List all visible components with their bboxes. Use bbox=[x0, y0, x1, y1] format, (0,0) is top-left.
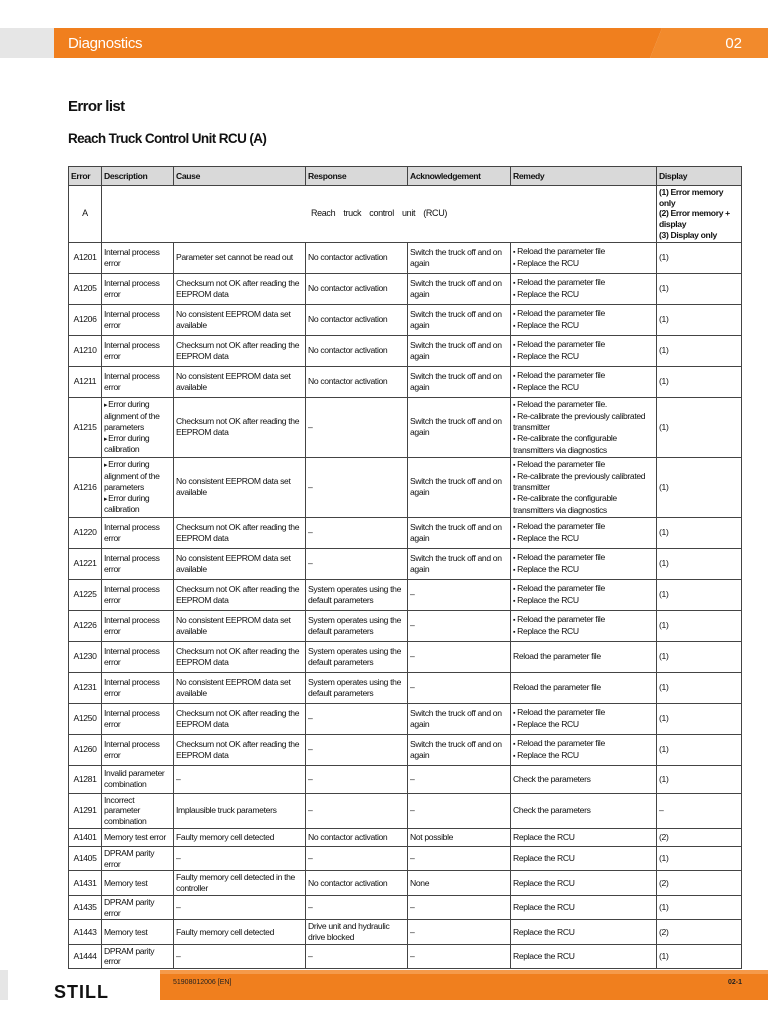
remedy-item: ▪ Replace the RCU bbox=[513, 564, 654, 576]
acknowledgement-cell: Switch the truck off and on again bbox=[408, 335, 511, 366]
column-header-display: Display bbox=[657, 167, 742, 186]
response-cell: No contactor activation bbox=[306, 242, 408, 273]
remedy-item: ▪ Reload the parameter file. bbox=[513, 399, 654, 411]
description-cell bbox=[102, 457, 174, 517]
remedy-cell bbox=[511, 734, 657, 765]
cause-cell: Implausible truck parameters bbox=[174, 793, 306, 828]
header-title: Diagnostics bbox=[68, 35, 143, 52]
error-code: A1210 bbox=[69, 335, 102, 366]
display-cell: (1) bbox=[657, 273, 742, 304]
acknowledgement-cell: Switch the truck off and on again bbox=[408, 548, 511, 579]
error-code: A1250 bbox=[69, 703, 102, 734]
response-cell: – bbox=[306, 397, 408, 457]
description-item: Internal process error bbox=[104, 552, 160, 574]
description-item: Internal process error bbox=[104, 308, 160, 330]
acknowledgement-cell: – bbox=[408, 765, 511, 793]
description-cell bbox=[102, 672, 174, 703]
remedy-item: ▪ Reload the parameter file bbox=[513, 583, 654, 595]
table-row bbox=[69, 846, 742, 870]
acknowledgement-cell: – bbox=[408, 641, 511, 672]
error-code: A1401 bbox=[69, 828, 102, 846]
cause-cell: Checksum not OK after reading the EEPROM data bbox=[174, 579, 306, 610]
response-cell: – bbox=[306, 895, 408, 919]
description-cell bbox=[102, 765, 174, 793]
error-code: A1211 bbox=[69, 366, 102, 397]
footer-band bbox=[0, 970, 768, 1000]
description-item: Internal process error bbox=[104, 370, 160, 392]
remedy-item: ▪ Replace the RCU bbox=[513, 626, 654, 638]
response-cell: No contactor activation bbox=[306, 304, 408, 335]
remedy-cell: Replace the RCU bbox=[511, 871, 657, 895]
table-row bbox=[69, 920, 742, 944]
display-cell: (1) bbox=[657, 548, 742, 579]
description-item: Internal process error bbox=[104, 676, 160, 698]
remedy-cell: Check the parameters bbox=[511, 765, 657, 793]
remedy-cell: Check the parameters bbox=[511, 793, 657, 828]
display-cell: (1) bbox=[657, 734, 742, 765]
remedy-item: ▪ Reload the parameter file bbox=[513, 614, 654, 626]
remedy-cell bbox=[511, 304, 657, 335]
cause-cell: No consistent EEPROM data set available bbox=[174, 548, 306, 579]
cause-cell: Checksum not OK after reading the EEPROM data bbox=[174, 734, 306, 765]
display-cell: (1) bbox=[657, 335, 742, 366]
acknowledgement-cell: – bbox=[408, 944, 511, 968]
display-cell: (1) bbox=[657, 242, 742, 273]
remedy-cell bbox=[511, 579, 657, 610]
remedy-item: ▪ Reload the parameter file bbox=[513, 308, 654, 320]
acknowledgement-cell: – bbox=[408, 846, 511, 870]
remedy-item: ▪ Re-calibrate the configurable transmitters via diagnostics bbox=[513, 433, 654, 455]
remedy-item: ▪ Reload the parameter file bbox=[513, 552, 654, 564]
cause-cell: Checksum not OK after reading the EEPROM data bbox=[174, 335, 306, 366]
table-row bbox=[69, 672, 742, 703]
remedy-item: ▪ Reload the parameter file bbox=[513, 370, 654, 382]
description-cell bbox=[102, 335, 174, 366]
acknowledgement-cell: Switch the truck off and on again bbox=[408, 457, 511, 517]
display-cell: (1) bbox=[657, 641, 742, 672]
description-cell bbox=[102, 828, 174, 846]
description-item: Internal process error bbox=[104, 738, 160, 760]
acknowledgement-cell: – bbox=[408, 672, 511, 703]
remedy-item: ▪ Replace the RCU bbox=[513, 382, 654, 394]
description-item: ▸ Error during calibration bbox=[104, 493, 171, 515]
description-cell bbox=[102, 366, 174, 397]
description-item: Internal process error bbox=[104, 583, 160, 605]
remedy-item: ▪ Reload the parameter file bbox=[513, 246, 654, 258]
description-item: DPRAM parity error bbox=[104, 896, 155, 918]
table-row bbox=[69, 895, 742, 919]
error-code: A1206 bbox=[69, 304, 102, 335]
description-cell bbox=[102, 397, 174, 457]
remedy-item: ▪ Reload the parameter file bbox=[513, 707, 654, 719]
table-row bbox=[69, 765, 742, 793]
error-code: A1431 bbox=[69, 871, 102, 895]
acknowledgement-cell: Switch the truck off and on again bbox=[408, 242, 511, 273]
remedy-cell bbox=[511, 273, 657, 304]
error-code: A1444 bbox=[69, 944, 102, 968]
remedy-item: ▪ Re-calibrate the previously calibrated transmitter bbox=[513, 471, 654, 493]
response-cell: Drive unit and hydraulic drive blocked bbox=[306, 920, 408, 944]
remedy-cell bbox=[511, 548, 657, 579]
acknowledgement-cell: Switch the truck off and on again bbox=[408, 304, 511, 335]
remedy-item: ▪ Reload the parameter file bbox=[513, 459, 654, 471]
page-number: 02-1 bbox=[727, 979, 742, 986]
section-title: Error list bbox=[68, 98, 125, 115]
cause-cell: Checksum not OK after reading the EEPROM data bbox=[174, 273, 306, 304]
table-row bbox=[69, 548, 742, 579]
table-row bbox=[69, 793, 742, 828]
response-cell: No contactor activation bbox=[306, 335, 408, 366]
table-row bbox=[69, 703, 742, 734]
description-item: Memory test bbox=[104, 926, 148, 937]
remedy-cell: Reload the parameter file bbox=[511, 672, 657, 703]
description-cell bbox=[102, 920, 174, 944]
description-cell bbox=[102, 734, 174, 765]
response-cell: No contactor activation bbox=[306, 273, 408, 304]
acknowledgement-cell: – bbox=[408, 920, 511, 944]
acknowledgement-cell: – bbox=[408, 610, 511, 641]
description-item: ▸ Error during alignment of the parameters bbox=[104, 459, 171, 492]
remedy-cell bbox=[511, 242, 657, 273]
description-cell bbox=[102, 273, 174, 304]
error-code: A1215 bbox=[69, 397, 102, 457]
error-code: A1220 bbox=[69, 517, 102, 548]
cause-cell: No consistent EEPROM data set available bbox=[174, 366, 306, 397]
remedy-item: ▪ Reload the parameter file bbox=[513, 738, 654, 750]
remedy-cell bbox=[511, 397, 657, 457]
cause-cell: No consistent EEPROM data set available bbox=[174, 457, 306, 517]
remedy-cell: Replace the RCU bbox=[511, 846, 657, 870]
description-cell bbox=[102, 517, 174, 548]
response-cell: – bbox=[306, 703, 408, 734]
response-cell: – bbox=[306, 734, 408, 765]
cause-cell: No consistent EEPROM data set available bbox=[174, 672, 306, 703]
error-code: A1281 bbox=[69, 765, 102, 793]
legend-item: (1) Error memory only bbox=[659, 187, 724, 208]
acknowledgement-cell: Switch the truck off and on again bbox=[408, 703, 511, 734]
table-header-row bbox=[69, 167, 742, 186]
display-cell: (1) bbox=[657, 579, 742, 610]
description-item: Internal process error bbox=[104, 707, 160, 729]
display-cell: (1) bbox=[657, 397, 742, 457]
description-item: Internal process error bbox=[104, 277, 160, 299]
display-cell: (1) bbox=[657, 610, 742, 641]
acknowledgement-cell: Switch the truck off and on again bbox=[408, 366, 511, 397]
description-cell bbox=[102, 703, 174, 734]
column-header-response: Response bbox=[306, 167, 408, 186]
remedy-cell: Replace the RCU bbox=[511, 920, 657, 944]
table-row bbox=[69, 273, 742, 304]
display-cell: (1) bbox=[657, 457, 742, 517]
table-row bbox=[69, 828, 742, 846]
table-row bbox=[69, 457, 742, 517]
error-code: A1405 bbox=[69, 846, 102, 870]
table-row bbox=[69, 944, 742, 968]
response-cell: System operates using the default parameters bbox=[306, 610, 408, 641]
error-code: A1225 bbox=[69, 579, 102, 610]
table-row bbox=[69, 641, 742, 672]
error-code: A1443 bbox=[69, 920, 102, 944]
remedy-cell bbox=[511, 610, 657, 641]
remedy-cell: Reload the parameter file bbox=[511, 641, 657, 672]
remedy-item: ▪ Replace the RCU bbox=[513, 533, 654, 545]
acknowledgement-cell: Switch the truck off and on again bbox=[408, 273, 511, 304]
response-cell: – bbox=[306, 846, 408, 870]
response-cell: System operates using the default parameters bbox=[306, 641, 408, 672]
cause-cell: Checksum not OK after reading the EEPROM data bbox=[174, 641, 306, 672]
description-cell bbox=[102, 579, 174, 610]
legend-item: (3) Display only bbox=[659, 229, 717, 240]
display-cell: (1) bbox=[657, 517, 742, 548]
description-item: Invalid parameter combination bbox=[104, 768, 165, 790]
remedy-cell bbox=[511, 457, 657, 517]
description-cell bbox=[102, 895, 174, 919]
remedy-item: ▪ Replace the RCU bbox=[513, 289, 654, 301]
display-cell: (1) bbox=[657, 944, 742, 968]
column-header-cause: Cause bbox=[174, 167, 306, 186]
cause-cell: – bbox=[174, 765, 306, 793]
table-row bbox=[69, 734, 742, 765]
remedy-cell bbox=[511, 366, 657, 397]
description-item: Internal process error bbox=[104, 246, 160, 268]
response-cell: – bbox=[306, 517, 408, 548]
description-item: Internal process error bbox=[104, 521, 160, 543]
description-item: DPRAM parity error bbox=[104, 847, 155, 869]
group-row bbox=[69, 186, 742, 243]
cause-cell: Faulty memory cell detected bbox=[174, 828, 306, 846]
display-cell: (1) bbox=[657, 672, 742, 703]
error-table bbox=[68, 166, 742, 969]
table-row bbox=[69, 871, 742, 895]
display-cell: (1) bbox=[657, 703, 742, 734]
display-cell: (2) bbox=[657, 871, 742, 895]
chapter-number: 02 bbox=[725, 35, 742, 52]
display-cell: (2) bbox=[657, 920, 742, 944]
error-code: A1201 bbox=[69, 242, 102, 273]
remedy-item: ▪ Reload the parameter file bbox=[513, 339, 654, 351]
acknowledgement-cell: Switch the truck off and on again bbox=[408, 517, 511, 548]
response-cell: System operates using the default parameters bbox=[306, 672, 408, 703]
still-logo: STILL bbox=[54, 982, 109, 1002]
table-row bbox=[69, 579, 742, 610]
description-cell bbox=[102, 548, 174, 579]
table-row bbox=[69, 517, 742, 548]
cause-cell: – bbox=[174, 944, 306, 968]
display-cell: (2) bbox=[657, 828, 742, 846]
response-cell: – bbox=[306, 548, 408, 579]
description-item: Memory test error bbox=[104, 832, 166, 842]
acknowledgement-cell: Not possible bbox=[408, 828, 511, 846]
description-cell bbox=[102, 944, 174, 968]
acknowledgement-cell: None bbox=[408, 871, 511, 895]
error-code: A1221 bbox=[69, 548, 102, 579]
column-header-description: Description bbox=[102, 167, 174, 186]
description-item: Internal process error bbox=[104, 614, 160, 636]
remedy-item: ▪ Re-calibrate the configurable transmitters via diagnostics bbox=[513, 493, 654, 515]
column-header-acknowledgement: Acknowledgement bbox=[408, 167, 511, 186]
cause-cell: Checksum not OK after reading the EEPROM data bbox=[174, 703, 306, 734]
remedy-item: ▪ Replace the RCU bbox=[513, 351, 654, 363]
description-item: ▸ Error during alignment of the parameters bbox=[104, 399, 171, 432]
remedy-cell bbox=[511, 517, 657, 548]
description-cell bbox=[102, 304, 174, 335]
remedy-item: ▪ Replace the RCU bbox=[513, 595, 654, 607]
description-cell bbox=[102, 871, 174, 895]
error-code: A1260 bbox=[69, 734, 102, 765]
error-code: A1205 bbox=[69, 273, 102, 304]
error-code: A1231 bbox=[69, 672, 102, 703]
cause-cell: – bbox=[174, 846, 306, 870]
description-item: Incorrect parameter combination bbox=[104, 794, 147, 827]
description-item: Memory test bbox=[104, 877, 148, 888]
table-row bbox=[69, 242, 742, 273]
response-cell: System operates using the default parameters bbox=[306, 579, 408, 610]
response-cell: No contactor activation bbox=[306, 871, 408, 895]
display-cell: (1) bbox=[657, 895, 742, 919]
error-code: A1291 bbox=[69, 793, 102, 828]
acknowledgement-cell: – bbox=[408, 579, 511, 610]
table-row bbox=[69, 304, 742, 335]
display-cell: (1) bbox=[657, 366, 742, 397]
table-row bbox=[69, 335, 742, 366]
table-row bbox=[69, 366, 742, 397]
cause-cell: Faulty memory cell detected in the controller bbox=[174, 871, 306, 895]
description-item: DPRAM parity error bbox=[104, 945, 155, 967]
footer-band-shape bbox=[0, 970, 768, 1000]
description-item: ▸ Error during calibration bbox=[104, 433, 171, 455]
table-row bbox=[69, 610, 742, 641]
display-cell: (1) bbox=[657, 304, 742, 335]
acknowledgement-cell: – bbox=[408, 895, 511, 919]
column-header-error: Error bbox=[69, 167, 102, 186]
legend-item: (2) Error memory + display bbox=[659, 208, 730, 230]
error-code: A1230 bbox=[69, 641, 102, 672]
cause-cell: No consistent EEPROM data set available bbox=[174, 304, 306, 335]
remedy-item: ▪ Replace the RCU bbox=[513, 719, 654, 731]
display-legend bbox=[657, 186, 742, 243]
cause-cell: – bbox=[174, 895, 306, 919]
display-cell: – bbox=[657, 793, 742, 828]
cause-cell: No consistent EEPROM data set available bbox=[174, 610, 306, 641]
description-cell bbox=[102, 610, 174, 641]
description-cell bbox=[102, 846, 174, 870]
remedy-cell: Replace the RCU bbox=[511, 828, 657, 846]
description-cell bbox=[102, 242, 174, 273]
response-cell: No contactor activation bbox=[306, 366, 408, 397]
column-header-remedy: Remedy bbox=[511, 167, 657, 186]
group-code: A bbox=[69, 186, 102, 243]
acknowledgement-cell: – bbox=[408, 793, 511, 828]
cause-cell: Faulty memory cell detected bbox=[174, 920, 306, 944]
response-cell: – bbox=[306, 765, 408, 793]
display-cell: (1) bbox=[657, 765, 742, 793]
remedy-cell bbox=[511, 703, 657, 734]
description-item: Internal process error bbox=[104, 645, 160, 667]
description-cell bbox=[102, 641, 174, 672]
response-cell: – bbox=[306, 793, 408, 828]
acknowledgement-cell: Switch the truck off and on again bbox=[408, 397, 511, 457]
group-title: Reach truck control unit (RCU) bbox=[102, 186, 657, 243]
document-number: 51908012006 [EN] bbox=[173, 979, 232, 986]
remedy-cell bbox=[511, 335, 657, 366]
remedy-item: ▪ Reload the parameter file bbox=[513, 521, 654, 533]
remedy-item: ▪ Reload the parameter file bbox=[513, 277, 654, 289]
description-item: Internal process error bbox=[104, 339, 160, 361]
cause-cell: Parameter set cannot be read out bbox=[174, 242, 306, 273]
display-cell: (1) bbox=[657, 846, 742, 870]
response-cell: No contactor activation bbox=[306, 828, 408, 846]
remedy-item: ▪ Re-calibrate the previously calibrated transmitter bbox=[513, 411, 654, 433]
remedy-item: ▪ Replace the RCU bbox=[513, 320, 654, 332]
error-code: A1216 bbox=[69, 457, 102, 517]
cause-cell: Checksum not OK after reading the EEPROM data bbox=[174, 517, 306, 548]
remedy-cell: Replace the RCU bbox=[511, 944, 657, 968]
error-code: A1226 bbox=[69, 610, 102, 641]
remedy-item: ▪ Replace the RCU bbox=[513, 750, 654, 762]
table-row bbox=[69, 397, 742, 457]
response-cell: – bbox=[306, 457, 408, 517]
cause-cell: Checksum not OK after reading the EEPROM data bbox=[174, 397, 306, 457]
error-code: A1435 bbox=[69, 895, 102, 919]
remedy-item: ▪ Replace the RCU bbox=[513, 258, 654, 270]
remedy-cell: Replace the RCU bbox=[511, 895, 657, 919]
response-cell: – bbox=[306, 944, 408, 968]
acknowledgement-cell: Switch the truck off and on again bbox=[408, 734, 511, 765]
subtitle: Reach Truck Control Unit RCU (A) bbox=[68, 131, 267, 146]
description-cell bbox=[102, 793, 174, 828]
